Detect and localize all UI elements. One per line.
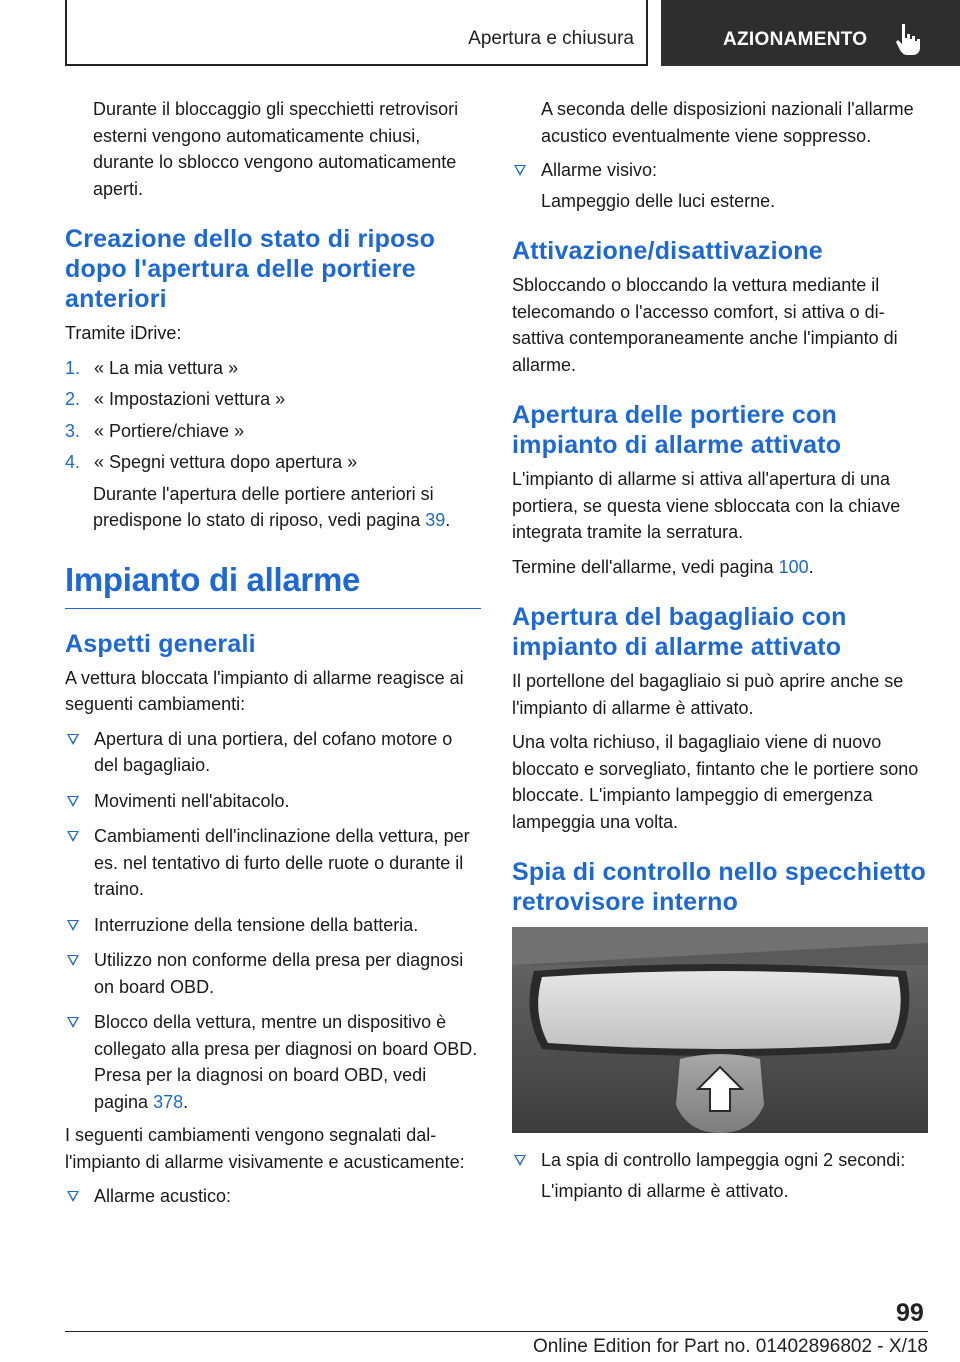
step4-note — [65, 481, 481, 534]
list-item — [65, 912, 481, 939]
list-item-text: Movimenti nell'abitacolo. — [94, 790, 290, 811]
list-item-text: Utilizzo non conforme della presa per diagnosi on board OBD. — [94, 950, 464, 997]
triangle-bullet-icon — [67, 1191, 79, 1202]
list-item — [65, 1183, 481, 1210]
step-number: 2. — [65, 389, 81, 409]
list-item — [512, 157, 928, 184]
activation-text: Sbloccando o bloccando la vettura mediante il telecomando o l'accesso comfort, si attiva o disattiva contemporaneamente anche l'impianto di allarme. — [512, 275, 898, 375]
visual-alarm-note: Lampeggio delle luci esterne. — [541, 190, 776, 211]
alarm-end-ref — [512, 554, 928, 581]
header-chapter-title: AZIONAMENTO — [723, 29, 868, 50]
triangle-bullet-icon — [67, 796, 79, 807]
pointing-hand-icon — [893, 22, 923, 56]
header-chapter-tab — [661, 0, 960, 66]
alarm-triggers-list — [65, 726, 481, 1116]
door-opening-text: L'impianto di allarme si attiva all'apertura di una portiera, se questa viene sbloccata con la chiave integrata tramite la serratura. — [512, 469, 901, 542]
triangle-bullet-icon — [67, 1017, 79, 1028]
mirror-fold-text: Durante il bloccaggio gli specchietti retrovisori esterni vengono automaticamente chiusi, durante lo sblocco vengono automaticamente aperti. — [93, 99, 459, 199]
menu-path-text: « Spegni vettura dopo apertura » — [94, 452, 358, 472]
acoustic-alarm-label: Allarme acustico: — [94, 1186, 232, 1206]
step-item — [65, 418, 481, 445]
step-item — [65, 386, 481, 413]
indicator-list — [512, 1147, 928, 1174]
list-item — [65, 947, 481, 1000]
trunk-opening-text-1: Il portellone del bagagliaio si può aprire anche se l'impianto di allarme è attivato. — [512, 671, 904, 718]
acoustic-alarm-note: A seconda delle disposizioni nazionali l'allarme acustico eventualmente viene soppresso. — [541, 99, 914, 146]
step4-note-end: . — [445, 510, 451, 530]
header-section-title: Apertura e chiusura — [468, 28, 634, 49]
step-number: 4. — [65, 452, 81, 472]
step-item — [65, 355, 481, 382]
list-item-text: Blocco della vettura, mentre un dispositivo è collegato alla presa per diagnosi on board OBD. Presa per la diagnosi on board OBD, vedi pagina — [94, 1012, 478, 1112]
trunk-opening-text-2: Una volta richiuso, il bagagliaio viene di nuovo bloccato e sorvegliato, fintanto che le portiere sono bloccate. L'impianto lampeggio di emergenza lampeggia una volta. — [512, 732, 919, 832]
menu-path-text: « La mia vettura » — [94, 357, 239, 378]
list-item — [65, 1009, 481, 1115]
step-item — [65, 449, 481, 476]
activation-heading: Attivazione/disattivazione — [512, 237, 823, 265]
list-item-text: Cambiamenti dell'inclinazione della vettura, per es. nel tentativo di furto delle ruote o durante il traino. — [94, 826, 470, 899]
indicator-lamp-heading: Spia di controllo nello specchietto retrovisore interno — [512, 858, 926, 916]
triangle-bullet-icon — [67, 734, 79, 745]
rearview-mirror-illustration — [512, 927, 928, 1133]
list-item-text: Apertura di una portiera, del cofano motore o del bagagliaio. — [94, 728, 453, 775]
header-section-box — [65, 0, 648, 66]
triangle-bullet-icon — [514, 165, 526, 176]
step4-note-text: Durante l'apertura delle portiere anteriori si predispone lo stato di riposo, vedi pagina — [93, 483, 434, 530]
footer-edition: Online Edition for Part no. 01402896802 - X/18 — [532, 1336, 928, 1357]
list-item — [512, 1147, 928, 1174]
footer-divider — [65, 1331, 928, 1332]
triangle-bullet-icon — [514, 1155, 526, 1166]
signal-lead: I seguenti cambiamenti vengono segnalati dall'impianto di allarme visivamente e acusticamente: — [65, 1125, 465, 1172]
page-link-39[interactable]: 39 — [425, 510, 446, 530]
alarm-end-ref-end: . — [808, 556, 814, 577]
triangle-bullet-icon — [67, 955, 79, 966]
idrive-lead: Tramite iDrive: — [65, 323, 182, 343]
menu-path-text: « Portiere/chiave » — [94, 420, 245, 441]
signal-list-left — [65, 1183, 481, 1210]
step-number: 3. — [65, 420, 81, 441]
signal-list-right — [512, 157, 928, 184]
list-item-text: Interruzione della tensione della batteria. — [94, 914, 419, 935]
list-item — [65, 788, 481, 815]
alarm-system-heading: Impianto di allarme — [65, 560, 481, 609]
lamp-blink-note: L'impianto di allarme è attivato. — [541, 1180, 789, 1201]
left-column — [65, 96, 481, 1219]
list-item-end: . — [183, 1091, 189, 1112]
triangle-bullet-icon — [67, 831, 79, 842]
lamp-blink-label: La spia di controllo lampeggia ogni 2 secondi: — [541, 1150, 906, 1170]
step-number: 1. — [65, 357, 81, 378]
triangle-bullet-icon — [67, 920, 79, 931]
page-link-100[interactable]: 100 — [778, 556, 809, 577]
rest-state-heading: Creazione dello stato di riposo dopo l'apertura delle portiere anteriori — [65, 225, 436, 313]
door-opening-heading: Apertura delle portiere con impianto di allarme attivato — [512, 401, 842, 459]
idrive-steps — [65, 355, 481, 476]
page-link-378[interactable]: 378 — [153, 1091, 184, 1112]
list-item — [65, 726, 481, 779]
alarm-end-ref-text: Termine dell'allarme, vedi pagina — [512, 556, 779, 577]
trunk-opening-heading: Apertura del bagagliaio con impianto di allarme attivato — [512, 603, 847, 661]
right-column — [512, 96, 928, 1212]
visual-alarm-label: Allarme visivo: — [541, 160, 658, 180]
list-item — [65, 823, 481, 903]
general-aspects-heading: Aspetti generali — [65, 629, 256, 658]
alarm-reacts-lead: A vettura bloccata l'impianto di allarme reagisce ai seguenti cambiamenti: — [65, 667, 464, 714]
menu-path-text: « Impostazioni vettura » — [94, 389, 286, 409]
page-number: 99 — [896, 1299, 924, 1327]
